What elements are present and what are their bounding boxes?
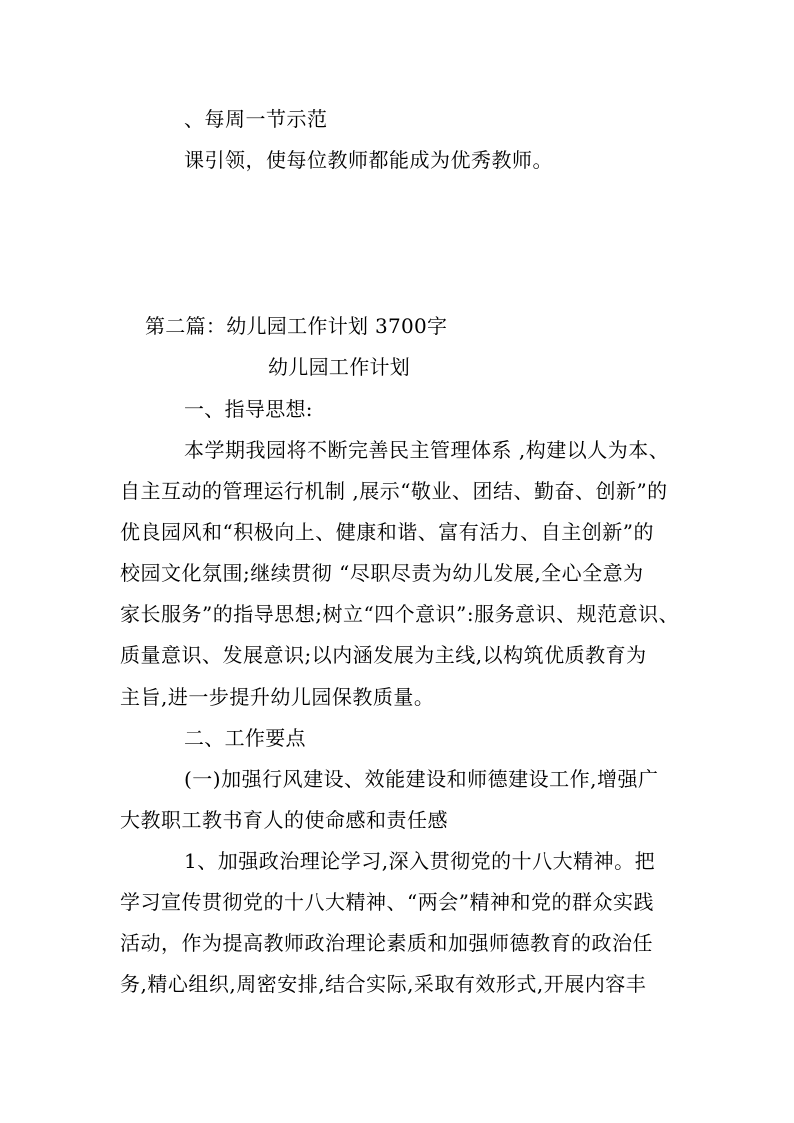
paragraph-line: 学习宣传贯彻党的十八大精神、“两会”精神和党的群众实践 [120,890,654,914]
paragraph-line: 自主互动的管理运行机制 ,展示“敬业、团结、勤奋、创新”的 [120,479,668,503]
paragraph-line: (一)加强行风建设、效能建设和师德建设工作,增强广 [184,767,659,791]
paragraph-line: 本学期我园将不断完善民主管理体系 ,构建以人为本、 [184,438,670,462]
paragraph-line: 务,精心组织,周密安排,结合实际,采取有效形式,开展内容丰 [120,972,647,996]
paragraph-line: 优良园风和“积极向上、健康和谐、富有活力、自主创新”的 [120,520,654,544]
paragraph-line: 家长服务”的指导思想;树立“四个意识”:服务意识、规范意识、 [120,602,680,626]
section-heading-work-points: 二、工作要点 [184,726,306,750]
paragraph-line: 大教职工教书育人的使命感和责任感 [120,808,448,832]
paragraph-line: 1、加强政治理论学习,深入贯彻党的十八大精神。把 [184,849,656,873]
paragraph-line: 主旨,进一步提升幼儿园保教质量。 [120,685,435,709]
paragraph-line: 活动，作为提高教师政治理论素质和加强师德教育的政治任 [120,931,653,955]
section-heading-guiding-ideology: 一、指导思想: [184,397,313,421]
text-line-excellent-teacher: 课引领，使每位教师都能成为优秀教师。 [184,148,553,172]
paragraph-line: 校园文化氛围;继续贯彻 “尽职尽责为幼儿发展,全心全意为 [120,561,644,585]
paragraph-line: 质量意识、发展意识;以内涵发展为主线,以构筑优质教育为 [120,643,647,667]
text-line-demo-lesson: 、每周一节示范 [184,107,328,131]
chapter-title: 第二篇：幼儿园工作计划 3700字 [145,314,448,338]
document-title: 幼儿园工作计划 [268,355,411,379]
